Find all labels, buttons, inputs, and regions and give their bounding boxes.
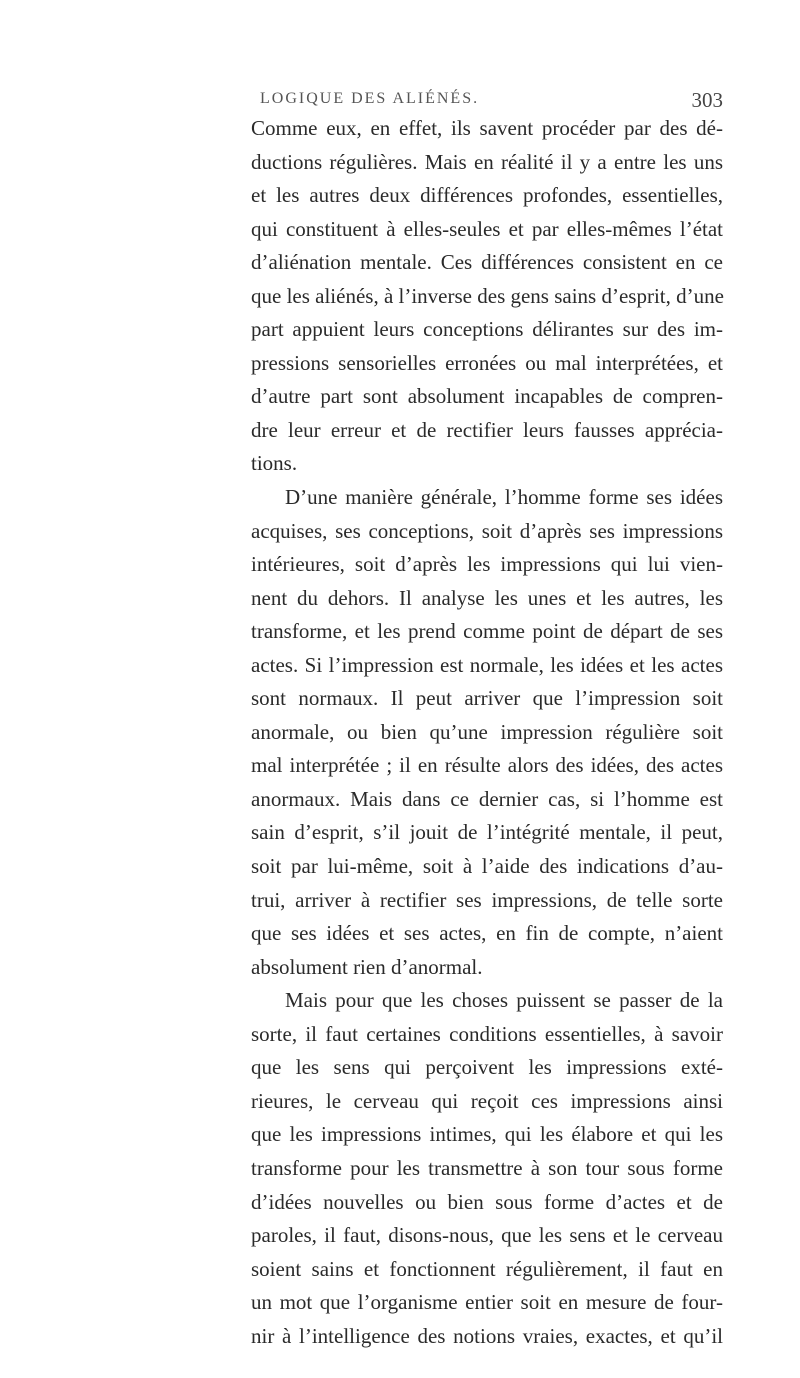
text-line: nir à l’intelligence des notions vraies, exactes, et qu’il [251, 1323, 723, 1348]
text-line: un mot que l’organisme entier soit en mesure de four- [251, 1290, 723, 1315]
text-line: acquises, ses conceptions, soit d’après ses impressions [251, 518, 723, 543]
text-line: que les sens qui perçoivent les impressions exté- [251, 1055, 723, 1080]
running-head: LOGIQUE DES ALIÉNÉS. [260, 90, 480, 107]
text-line: tions. [251, 451, 298, 476]
text-line: paroles, il faut, disons-nous, que les sens et le cerveau [251, 1223, 723, 1248]
text-line: que les impressions intimes, qui les élabore et qui les [251, 1122, 723, 1147]
text-line: dre leur erreur et de rectifier leurs fausses apprécia- [251, 417, 723, 442]
text-line: trui, arriver à rectifier ses impressions, de telle sorte [251, 887, 723, 912]
text-line: transforme, et les prend comme point de départ de ses [251, 619, 723, 644]
text-line: d’idées nouvelles ou bien sous forme d’actes et de [251, 1189, 723, 1214]
text-line: nent du dehors. Il analyse les unes et les autres, les [251, 585, 723, 610]
text-line: soient sains et fonctionnent régulièrement, il faut en [251, 1256, 723, 1281]
text-line: Mais pour que les choses puissent se passer de la [285, 988, 723, 1013]
text-line: d’autre part sont absolument incapables de compren- [251, 384, 723, 409]
text-line: que les aliénés, à l’inverse des gens sains d’esprit, d’une [251, 283, 724, 308]
text-line: part appuient leurs conceptions délirantes sur des im- [251, 317, 723, 342]
text-line: sont normaux. Il peut arriver que l’impression soit [251, 686, 723, 711]
text-line: rieures, le cerveau qui reçoit ces impressions ainsi [251, 1088, 723, 1113]
text-line: transforme pour les transmettre à son tour sous forme [251, 1155, 723, 1180]
text-line: que ses idées et ses actes, en fin de compte, n’aient [251, 921, 723, 946]
text-line: d’aliénation mentale. Ces différences consistent en ce [251, 250, 723, 275]
text-line: actes. Si l’impression est normale, les idées et les actes [251, 652, 723, 677]
page-number: 303 [691, 88, 723, 112]
text-line: soit par lui-même, soit à l’aide des indications d’au- [251, 854, 723, 879]
text-line: intérieures, soit d’après les impressions qui lui vien- [251, 552, 723, 577]
text-line: pressions sensorielles erronées ou mal interprétées, et [251, 350, 723, 375]
text-line: sorte, il faut certaines conditions essentielles, à savoir [251, 1021, 723, 1046]
text-line: Comme eux, en effet, ils savent procéder par des dé- [251, 116, 723, 140]
text-line: qui constituent à elles-seules et par elles-mêmes l’état [251, 216, 723, 241]
body-text [251, 112, 723, 1353]
text-line: sain d’esprit, s’il jouit de l’intégrité mentale, il peut, [251, 820, 723, 845]
text-line: ductions régulières. Mais en réalité il y a entre les uns [251, 149, 723, 174]
text-line: mal interprétée ; il en résulte alors des idées, des actes [251, 753, 723, 778]
text-line: absolument rien d’anormal. [251, 954, 483, 979]
text-line: anormaux. Mais dans ce dernier cas, si l’homme est [251, 786, 723, 811]
text-line: anormale, ou bien qu’une impression régulière soit [251, 719, 723, 744]
text-line: D’une manière générale, l’homme forme ses idées [285, 485, 723, 510]
text-line: et les autres deux différences profondes, essentielles, [251, 183, 723, 208]
